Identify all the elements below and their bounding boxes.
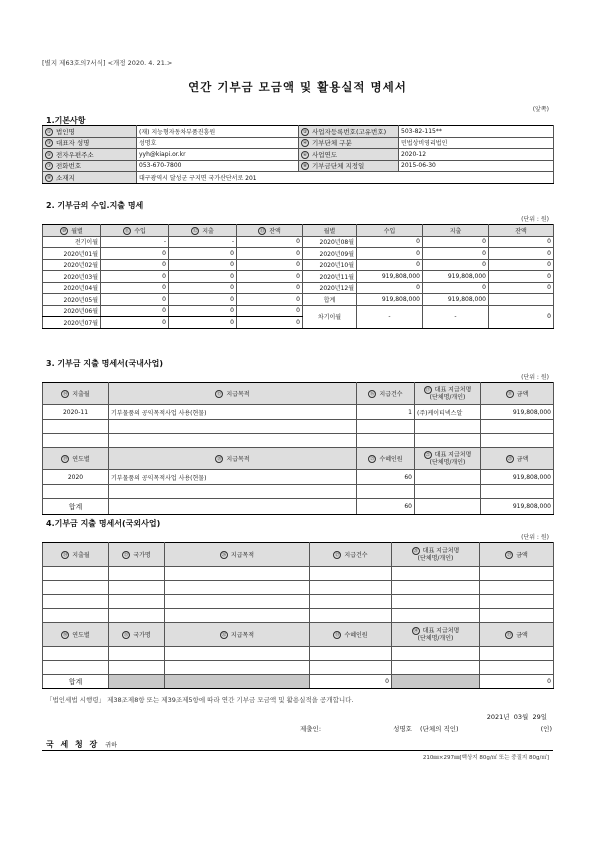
table-cell	[165, 581, 310, 595]
table-cell: 기부물품의 공익목적사업 사용(현물)	[109, 405, 357, 420]
month-header: 월별	[303, 225, 357, 237]
table-cell	[480, 609, 554, 623]
expense-cell: 0	[423, 259, 489, 271]
overseas-expense-section	[42, 542, 553, 689]
balance-cell: 0	[237, 259, 303, 271]
month-cell: 전기이월	[43, 236, 101, 248]
submitter-line: 제출인: 성명호 (단체의 직인) (인)	[300, 725, 552, 733]
table-cell	[109, 595, 165, 609]
income-cell: 0	[357, 236, 423, 248]
income-cell: 0	[101, 271, 169, 283]
table-cell	[43, 661, 109, 675]
income-cell: 0	[101, 317, 169, 329]
table-cell	[43, 434, 109, 448]
table-cell: 1	[357, 405, 415, 420]
month-header: ⑩ 월별	[43, 225, 101, 237]
basic-info-section	[42, 125, 553, 184]
table-cell	[392, 647, 480, 661]
income-header: ⑪ 수입	[101, 225, 169, 237]
label-cell: ⑥ 사업연도	[299, 149, 399, 161]
table-cell	[357, 434, 415, 448]
income-cell: 0	[101, 305, 169, 317]
amount-header: ㉟ 금액	[480, 623, 554, 647]
section2-heading: 2. 기부금의 수입.지출 명세	[46, 201, 144, 210]
purpose-header: ⑳ 지급목적	[109, 448, 357, 470]
total-count: 60	[357, 499, 415, 515]
table-cell	[165, 595, 310, 609]
label-cell: ② 사업자등록번호(고유번호)	[299, 126, 399, 138]
table-cell	[43, 420, 109, 434]
balance-cell: 0	[237, 248, 303, 260]
table-cell	[310, 567, 392, 581]
amount-header: ㉓ 금액	[481, 448, 554, 470]
table-cell: 919,808,000	[481, 470, 554, 485]
total-label: 합계	[43, 675, 109, 689]
income-cell: 0	[101, 259, 169, 271]
country-header: ㉛ 국가명	[109, 623, 165, 647]
document-title: 연간 기부금 모금액 및 활용실적 명세서	[188, 80, 407, 94]
table-cell	[481, 420, 554, 434]
income-cell: 0	[101, 294, 169, 306]
balance-cell	[489, 294, 554, 306]
table-row	[43, 305, 554, 317]
table-row	[43, 236, 554, 248]
income-expense-section	[42, 224, 553, 329]
section1-heading: 1.기본사항	[46, 116, 86, 125]
table-cell	[43, 567, 109, 581]
expense-cell: -	[169, 236, 237, 248]
label-cell: ④ 기부단체 구분	[299, 137, 399, 149]
table-cell	[310, 581, 392, 595]
purpose-header: ㉜ 지급목적	[165, 623, 310, 647]
label-cell: ⑤ 전자우편주소	[43, 149, 137, 161]
expense-cell: 0	[169, 271, 237, 283]
balance-cell: 0	[237, 271, 303, 283]
table-cell	[415, 434, 481, 448]
balance-cell: 0	[489, 236, 554, 248]
total-label: 합계	[43, 499, 109, 515]
table-cell: 2020	[43, 470, 109, 485]
table-cell	[109, 609, 165, 623]
month-cell: 2020년05월	[43, 294, 101, 306]
income-cell: -	[357, 305, 423, 328]
label-cell: ⑨ 소재지	[43, 172, 137, 184]
expense-cell: 0	[423, 248, 489, 260]
income-cell: 0	[357, 259, 423, 271]
table-cell	[480, 581, 554, 595]
expense-cell: 0	[423, 236, 489, 248]
month-header: ㉔ 지출월	[43, 543, 109, 567]
amount-header: ㉙ 금액	[480, 543, 554, 567]
table-cell	[357, 485, 415, 499]
month-cell: 2020년04월	[43, 282, 101, 294]
label-cell: ① 법인명	[43, 126, 137, 138]
table-cell	[480, 595, 554, 609]
table-cell	[392, 609, 480, 623]
balance-cell: 0	[237, 317, 303, 329]
income-cell: -	[101, 236, 169, 248]
balance-cell: 0	[237, 236, 303, 248]
overseas-expense-table	[42, 542, 554, 689]
balance-cell: 0	[237, 294, 303, 306]
balance-cell: 0	[237, 282, 303, 294]
table-row	[43, 294, 554, 306]
representative-value: 성명호	[137, 137, 299, 149]
count-header: ㉗ 지급건수	[310, 543, 392, 567]
total-amount: 0	[480, 675, 554, 689]
balance-cell: 0	[237, 305, 303, 317]
table-cell: 기부물품의 공익목적사업 사용(현물)	[109, 470, 357, 485]
total-count: 0	[310, 675, 392, 689]
table-row	[43, 259, 554, 271]
submission-date: 2021년 03월 29일	[486, 713, 547, 721]
recipient-header: ㉘ 대표 지급처명 (단체명/개인)	[392, 543, 480, 567]
income-cell: 0	[357, 248, 423, 260]
table-cell	[43, 595, 109, 609]
table-cell	[109, 661, 165, 675]
table-row	[43, 248, 554, 260]
month-cell: 2020년07월	[43, 317, 101, 329]
label-cell: ③ 대표자 성명	[43, 137, 137, 149]
amount-header: ⑱ 금액	[481, 383, 554, 405]
table-cell	[480, 647, 554, 661]
table-cell	[165, 661, 310, 675]
table-cell	[415, 499, 481, 515]
table-cell	[109, 434, 357, 448]
submitter-name: 성명호	[393, 725, 412, 733]
income-cell: 0	[357, 282, 423, 294]
table-cell	[392, 581, 480, 595]
phone-value: 053-670-7800	[137, 160, 299, 172]
month-header: ⑭ 지출월	[43, 383, 109, 405]
designation-date-value: 2015-06-30	[399, 160, 554, 172]
table-cell	[43, 609, 109, 623]
balance-cell: 0	[489, 271, 554, 283]
expense-cell: -	[423, 305, 489, 328]
label-cell: ⑧ 기부금단체 지정일	[299, 160, 399, 172]
income-cell: 0	[101, 248, 169, 260]
table-cell	[392, 661, 480, 675]
table-cell	[357, 420, 415, 434]
seal-mark: (인)	[540, 725, 552, 733]
unit-label: (단위 : 원)	[521, 534, 549, 541]
section3-heading: 3. 기부금 지출 명세서(국내사업)	[46, 359, 164, 368]
table-cell	[392, 595, 480, 609]
month-cell: 2020년03월	[43, 271, 101, 283]
table-cell	[165, 675, 310, 689]
table-cell: (주)케이티넥스알	[415, 405, 481, 420]
section4-heading: 4.기부금 지출 명세서(국외사업)	[46, 519, 161, 528]
table-cell	[43, 581, 109, 595]
domestic-expense-table	[42, 382, 554, 515]
label-cell: ⑦ 전화번호	[43, 160, 137, 172]
expense-cell: 0	[169, 259, 237, 271]
recipient-header: ⑰ 대표 지급처명 (단체명/개인)	[415, 383, 481, 405]
address-value: 대구광역시 달성군 구지면 국가산단서로 201	[137, 172, 554, 184]
table-cell	[310, 609, 392, 623]
table-cell	[481, 485, 554, 499]
table-cell: 60	[357, 470, 415, 485]
expense-cell: 0	[169, 294, 237, 306]
table-cell	[109, 647, 165, 661]
table-cell	[109, 567, 165, 581]
income-header: 수입	[357, 225, 423, 237]
month-cell: 차기이월	[303, 305, 357, 328]
balance-cell: 0	[489, 305, 554, 328]
purpose-header: ⑮ 지급목적	[109, 383, 357, 405]
table-row	[43, 282, 554, 294]
footer-divider	[42, 750, 553, 751]
month-cell: 2020년08월	[303, 236, 357, 248]
unit-label: (단위 : 원)	[521, 216, 549, 223]
balance-header: ⑬ 잔액	[237, 225, 303, 237]
page-side-label: (앞쪽)	[532, 106, 549, 113]
table-cell	[415, 420, 481, 434]
basic-info-table	[42, 125, 554, 184]
disclosure-note: 「법인세법 시행령」 제38조제8항 또는 제39조제5항에 따라 연간 기부금 모금액 및 활용실적을 공개합니다.	[46, 696, 354, 704]
year-header: ⑲ 연도별	[43, 448, 109, 470]
form-number: [별지 제63호의7서식] <개정 2020. 4. 21.>	[42, 59, 173, 67]
month-cell: 2020년09월	[303, 248, 357, 260]
purpose-header: ㉖ 지급목적	[165, 543, 310, 567]
income-cell: 0	[101, 282, 169, 294]
year-header: ㉚ 연도별	[43, 623, 109, 647]
table-cell	[109, 581, 165, 595]
fiscal-year-value: 2020-12	[399, 149, 554, 161]
table-cell	[310, 647, 392, 661]
income-expense-table	[42, 224, 554, 329]
recipient-header: ㉞ 대표 지급처명 (단체명/개인)	[392, 623, 480, 647]
balance-cell: 0	[489, 282, 554, 294]
recipient-header: ㉒ 대표 지급처명 (단체명/개인)	[415, 448, 481, 470]
expense-cell: 0	[169, 248, 237, 260]
table-cell	[415, 485, 481, 499]
table-cell	[43, 647, 109, 661]
table-cell	[480, 661, 554, 675]
income-cell: 919,808,000	[357, 294, 423, 306]
total-amount: 919,808,000	[481, 499, 554, 515]
month-cell: 2020년01월	[43, 248, 101, 260]
table-cell	[310, 595, 392, 609]
month-cell: 합계	[303, 294, 357, 306]
balance-header: 잔액	[489, 225, 554, 237]
table-cell	[109, 420, 357, 434]
expense-cell: 0	[423, 282, 489, 294]
table-cell	[415, 470, 481, 485]
table-cell	[481, 434, 554, 448]
expense-cell: 919,808,000	[423, 294, 489, 306]
month-cell: 2020년02월	[43, 259, 101, 271]
table-cell	[165, 567, 310, 581]
month-cell: 2020년06월	[43, 305, 101, 317]
table-cell	[392, 675, 480, 689]
expense-header: 지출	[423, 225, 489, 237]
corp-name-value: (재) 지능형자동차부품진흥원	[137, 126, 299, 138]
table-cell: 919,808,000	[481, 405, 554, 420]
month-cell: 2020년11월	[303, 271, 357, 283]
expense-cell: 0	[169, 282, 237, 294]
email-value: yyh@kiapi.or.kr	[137, 149, 299, 161]
balance-cell: 0	[489, 259, 554, 271]
table-row	[43, 271, 554, 283]
expense-cell: 0	[169, 305, 237, 317]
country-header: ㉕ 국가명	[109, 543, 165, 567]
table-cell	[109, 485, 357, 499]
table-cell	[480, 567, 554, 581]
balance-cell: 0	[489, 248, 554, 260]
count-header: ⑯ 지급건수	[357, 383, 415, 405]
table-cell	[392, 567, 480, 581]
table-cell	[165, 609, 310, 623]
table-cell	[109, 499, 357, 515]
expense-header: ⑫ 지출	[169, 225, 237, 237]
table-cell: 2020-11	[43, 405, 109, 420]
org-type-value: 민법상비영리법인	[399, 137, 554, 149]
unit-label: (단위 : 원)	[521, 374, 549, 381]
table-cell	[165, 647, 310, 661]
expense-cell: 919,808,000	[423, 271, 489, 283]
beneficiaries-header: ㉑ 수혜인원	[357, 448, 415, 470]
paper-spec: 210㎜×297㎜[백상지 80g/㎡ 또는 중질지 80g/㎡]	[422, 755, 549, 761]
month-cell: 2020년10월	[303, 259, 357, 271]
beneficiaries-header: ㉝ 수혜인원	[310, 623, 392, 647]
table-cell	[43, 485, 109, 499]
domestic-expense-section	[42, 382, 553, 515]
expense-cell: 0	[169, 317, 237, 329]
income-cell: 919,808,000	[357, 271, 423, 283]
recipient: 국 세 청 장 귀하	[46, 740, 117, 749]
month-cell: 2020년12월	[303, 282, 357, 294]
table-cell	[109, 675, 165, 689]
table-cell	[310, 661, 392, 675]
business-number-value: 503-82-115**	[399, 126, 554, 138]
